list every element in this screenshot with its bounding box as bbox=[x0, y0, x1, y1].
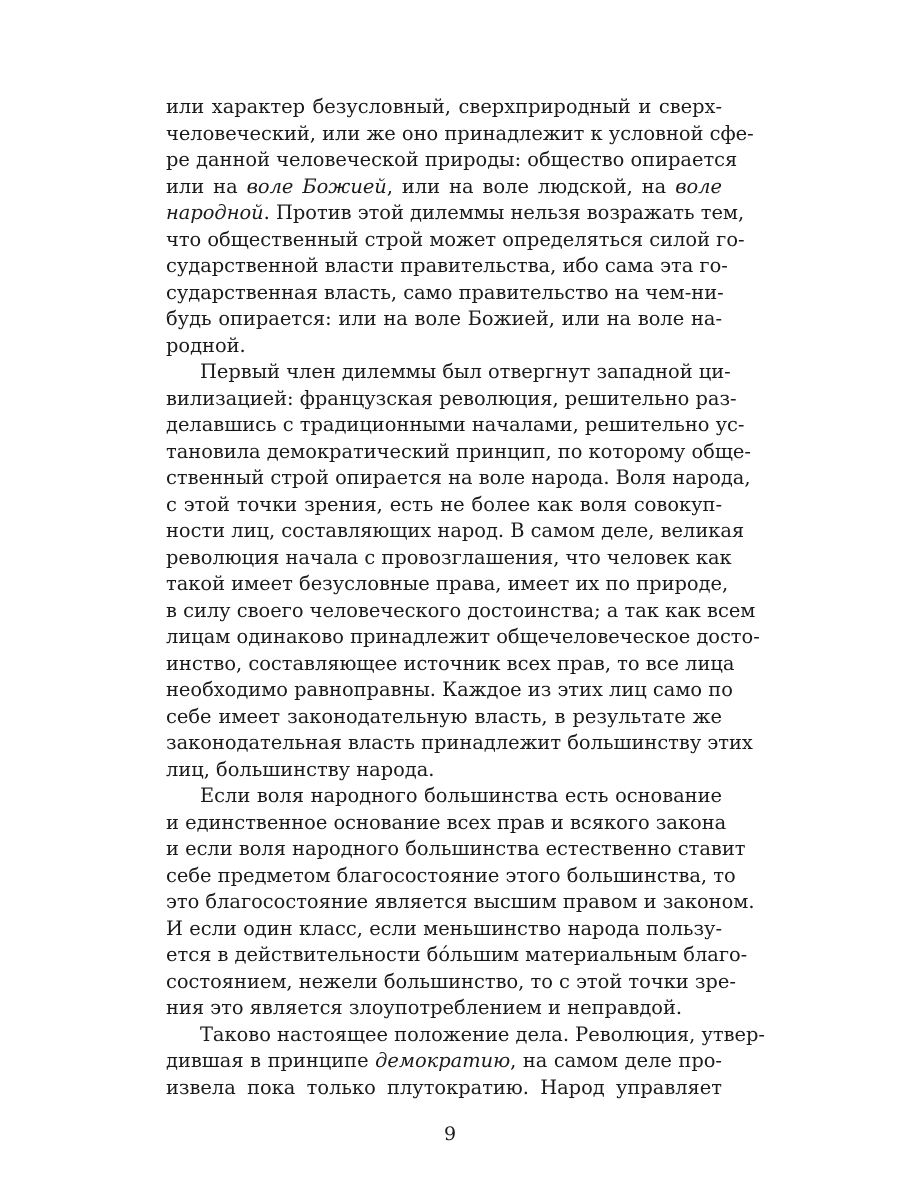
text-line bbox=[166, 518, 745, 545]
text-run: и единственное основание всех прав и всякого закона bbox=[166, 810, 727, 834]
text-run: ния это является злоупотреблением и неправдой. bbox=[166, 996, 683, 1019]
text-run: И если один класс, если меньшинство народа пользу- bbox=[166, 916, 722, 940]
text-line bbox=[166, 359, 731, 386]
text-line bbox=[166, 147, 738, 174]
text-run: лицам одинаково принадлежит общечеловеческое досто- bbox=[166, 625, 760, 648]
text-line bbox=[166, 545, 732, 572]
text-line bbox=[166, 94, 722, 121]
text-run: себе имеет законодательную власть, в результате же bbox=[166, 704, 722, 728]
text-line bbox=[166, 465, 751, 492]
text-line bbox=[166, 783, 722, 810]
text-line bbox=[166, 836, 746, 863]
italic-text: народной bbox=[166, 201, 264, 224]
text-run: или на bbox=[166, 174, 247, 198]
text-line bbox=[166, 1048, 722, 1075]
text-line bbox=[166, 889, 755, 916]
text-line bbox=[166, 492, 722, 519]
text-run: лиц, большинству народа. bbox=[166, 757, 435, 781]
text-line bbox=[166, 571, 729, 598]
text-line bbox=[166, 306, 722, 333]
paragraph bbox=[166, 359, 760, 783]
text-run: ности лиц, составляющих народ. В самом деле, великая bbox=[166, 519, 745, 542]
text-line bbox=[166, 253, 728, 280]
paragraph bbox=[166, 783, 755, 1022]
text-run: инство, составляющее источник всех прав, то все лица bbox=[166, 651, 735, 675]
text-run: Если воля народного большинства есть основание bbox=[200, 784, 722, 807]
text-run: сударственная власть, само правительство на чем-ни- bbox=[166, 280, 724, 304]
text-line bbox=[166, 280, 722, 307]
text-line bbox=[166, 916, 722, 943]
text-run: и если воля народного большинства естественно ставит bbox=[166, 837, 746, 860]
text-run: извела пока только плутократию. Народ управляет bbox=[166, 1075, 722, 1099]
text-run: себе предметом благосостояние этого большинства, то bbox=[166, 863, 736, 887]
text-run: ется в действительности бóльшим материальным благо- bbox=[166, 943, 748, 966]
text-line bbox=[166, 810, 727, 837]
paragraph bbox=[166, 1022, 765, 1102]
text-run: что общественный строй может определяться силой го- bbox=[166, 227, 745, 251]
text-line bbox=[166, 200, 745, 227]
text-line bbox=[166, 386, 737, 413]
text-line bbox=[166, 439, 751, 466]
text-line bbox=[166, 677, 733, 704]
text-line bbox=[166, 121, 754, 148]
text-line bbox=[166, 598, 756, 625]
text-line bbox=[166, 624, 760, 651]
text-line bbox=[166, 995, 722, 1022]
text-run: это благосостояние является высшим правом и законом. bbox=[166, 890, 755, 913]
text-run: ственный строй опирается на воле народа. Воля народа, bbox=[166, 466, 751, 489]
text-run: законодательная власть принадлежит большинству этих bbox=[166, 731, 753, 754]
text-run: делавшись с традиционными началами, решительно ус- bbox=[166, 413, 745, 436]
text-run: или характер безусловный, сверхприродный и сверх- bbox=[166, 95, 722, 118]
paragraph bbox=[166, 94, 754, 359]
text-run: вилизацией: французская революция, решительно раз- bbox=[166, 386, 737, 410]
text-run: . Против этой дилеммы нельзя возражать тем, bbox=[263, 201, 745, 224]
text-run: , на самом деле про- bbox=[510, 1049, 722, 1072]
body-text bbox=[166, 94, 765, 1101]
text-line bbox=[166, 969, 736, 996]
text-run: , или на воле людской, на bbox=[386, 174, 676, 198]
text-run: будь опирается: или на воле Божией, или на воле на- bbox=[166, 307, 722, 330]
text-run: ре данной человеческой природы: общество опирается bbox=[166, 148, 738, 171]
text-run: Таково настоящее положение дела. Революция, утвер- bbox=[200, 1022, 765, 1046]
text-line bbox=[166, 942, 748, 969]
text-line bbox=[166, 1022, 765, 1049]
text-line bbox=[166, 704, 722, 731]
text-run: тановила демократический принцип, по которому обще- bbox=[166, 439, 751, 463]
text-line bbox=[166, 863, 736, 890]
italic-text: демократию bbox=[375, 1049, 511, 1072]
text-run: революция начала с провозглашения, что человек как bbox=[166, 545, 732, 569]
text-run: состоянием, нежели большинство, то с этой точки зре- bbox=[166, 969, 736, 993]
text-run: человеческий, или же оно принадлежит к условной сфе- bbox=[166, 121, 754, 145]
page-number: 9 bbox=[443, 1123, 457, 1145]
text-line bbox=[166, 174, 722, 201]
text-run: необходимо равноправны. Каждое из этих лиц само по bbox=[166, 678, 733, 701]
text-run: в силу своего человеческого достоинства; а так как всем bbox=[166, 598, 756, 622]
text-run: сударственной власти правительства, ибо сама эта го- bbox=[166, 254, 728, 277]
text-line bbox=[166, 1075, 722, 1102]
italic-text: воле bbox=[675, 174, 723, 198]
italic-text: воле Божией bbox=[246, 174, 387, 198]
text-run: Первый член дилеммы был отвергнут западной ци- bbox=[200, 360, 731, 383]
text-line bbox=[166, 227, 745, 254]
text-line bbox=[166, 730, 753, 757]
text-run: дившая в принципе bbox=[166, 1049, 376, 1072]
text-run: такой имеет безусловные права, имеет их по природе, bbox=[166, 572, 729, 595]
text-line bbox=[166, 757, 722, 784]
text-line bbox=[166, 651, 735, 678]
text-line bbox=[166, 333, 722, 360]
text-run: родной. bbox=[166, 333, 246, 357]
text-line bbox=[166, 412, 745, 439]
text-run: с этой точки зрения, есть не более как воля совокуп- bbox=[166, 492, 722, 516]
